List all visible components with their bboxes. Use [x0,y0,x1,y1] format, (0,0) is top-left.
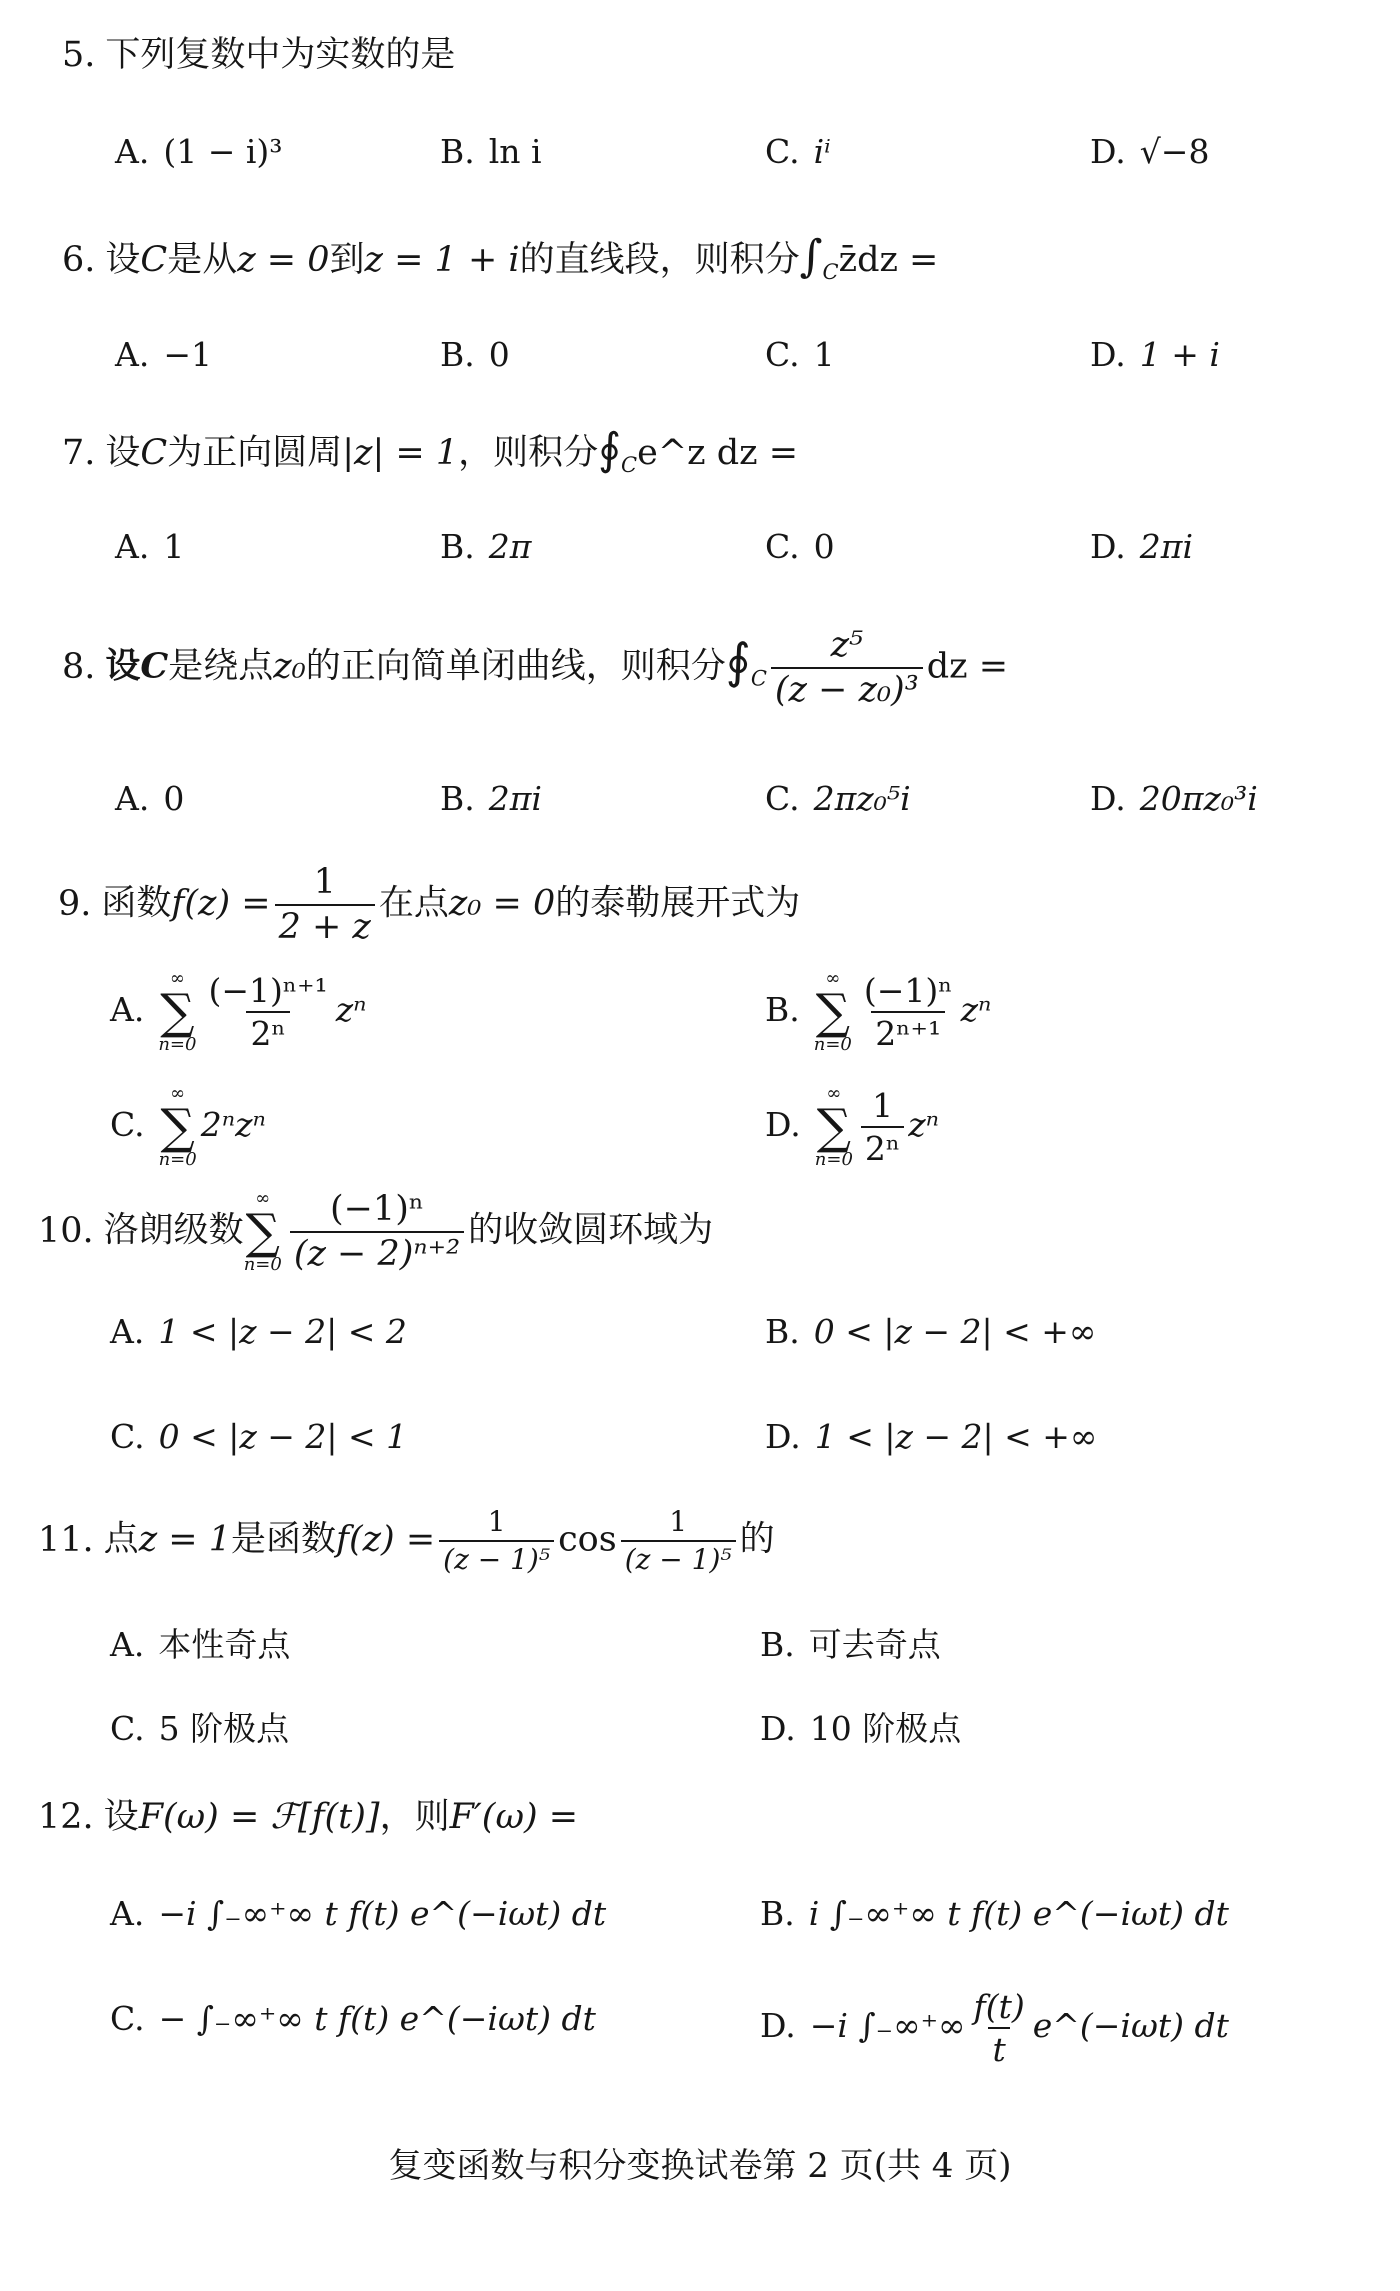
option-a: A. 本性奇点 [110,1625,291,1664]
question-text: 下列复数中为实数的是 [105,35,456,75]
option-d: D. 20πz₀³i [1090,779,1258,818]
contour-integral-sign: ∮ [598,424,622,475]
question-number: 11. [38,1519,94,1560]
option-c: C. 5 阶极点 [110,1709,290,1748]
question-number: 8. [62,646,96,687]
question-5 [62,35,456,75]
integral-sign: ∫ [799,231,823,282]
option-d: D. 2πi [1090,527,1194,566]
option-a: A. (1 − i)³ [115,132,283,171]
fraction: $\frac{1}{2 + z}$ [275,865,375,945]
question-number: 10. [38,1210,94,1251]
summation: ∞ ∑ n=0 [158,1083,197,1170]
option-c: C. 1 [765,335,835,374]
option-c: C. ∞ ∑ n=0 2ⁿzⁿ [110,1083,266,1170]
option-d: D. ∞ ∑ n=0 $\frac{1}{\text{2ⁿ}}$ zⁿ [765,1083,939,1170]
fraction: $\frac{1}{\text{(z − 1)⁵}}$ [439,1508,554,1574]
fraction: $\frac{\text{(−1)ⁿ}}{\text{(z − 2)ⁿ⁺²}}$ [290,1192,464,1272]
question-number: 6. [62,240,96,280]
option-a: A. −1 [115,335,212,374]
option-c-value: iⁱ [813,132,831,171]
question-8: 8. 设C是绕点z₀的正向简单闭曲线，则积分$∮_C$ $\frac{\text{z⁵}}{\text{(z − z₀)³}}$ dz = [62,625,1009,710]
option-b: B. 0 [440,335,510,374]
option-d-value: √−8 [1139,132,1210,171]
contour-integral-sign: ∮ [725,633,751,690]
option-b: B. 2π [440,527,532,566]
option-b-value: ln i [488,132,542,171]
option-b: B. i ∫₋∞⁺∞ t f(t) e^(−iωt) dt [760,1894,1229,1933]
summation: ∞ ∑ n=0 [243,1188,282,1275]
option-c: C. 0 [765,527,835,566]
option-b: B. 0 < |z − 2| < +∞ [765,1312,1097,1351]
option-a: A. 1 < |z − 2| < 2 [110,1312,407,1351]
option-a: A. ∞ ∑ n=0 $\frac{\text{(−1)ⁿ⁺¹}}{\text{2ⁿ}}$ zⁿ [110,968,367,1055]
summation: ∞ ∑ n=0 [814,1083,853,1170]
option-b: B. ln i [440,132,542,171]
option-d: D. 1 + i [1090,335,1220,374]
option-a: A. 0 [115,779,185,818]
question-number: 7. [62,433,96,473]
page-footer: 复变函数与积分变换试卷第 2 页(共 4 页) [388,2146,1012,2186]
option-a: A. 1 [115,527,185,566]
option-c: C. − ∫₋∞⁺∞ t f(t) e^(−iωt) dt [110,1999,596,2038]
summation: ∞ ∑ n=0 [158,968,197,1055]
option-b: B. ∞ ∑ n=0 $\frac{\text{(−1)ⁿ}}{\text{2ⁿ⁺¹}}$ zⁿ [765,968,992,1055]
option-d: D. √−8 [1090,132,1210,171]
option-b: B. 2πi [440,779,542,818]
summation: ∞ ∑ n=0 [813,968,852,1055]
question-9: 9. 函数f(z) = $\frac{1}{2 + z}$ 在点z₀ = 0的泰勒展开式为 [58,862,801,947]
option-d: D. 1 < |z − 2| < +∞ [765,1417,1098,1456]
fraction: $\frac{\text{z⁵}}{\text{(z − z₀)³}}$ [771,628,923,708]
question-12: 12. 设F(ω) = ℱ[f(t)]，则F′(ω) = [38,1797,579,1837]
question-7: 7. 设C为正向圆周|z| = 1，则积分$∮_Ce\^{}z$ dz = [62,424,799,477]
option-c: C. iⁱ [765,132,831,171]
option-d: D. −i ∫₋∞⁺∞ $\frac{f(t)}{t}$ e^(−iωt) dt [760,1987,1229,2069]
question-10: 10. 洛朗级数 ∞ ∑ n=0 $\frac{\text{(−1)ⁿ}}{\text{(z − 2)ⁿ⁺²}}$ 的收敛圆环域为 [38,1188,714,1275]
question-11: 11. 点z = 1是函数f(z) = $\frac{1}{\text{(z − 1)⁵}}$ cos $\frac{1}{\text{(z − 1)⁵}}$ 的 [38,1505,775,1576]
option-a-value: (1 − i)³ [163,132,283,171]
fraction: $\frac{1}{\text{(z − 1)⁵}}$ [621,1508,736,1574]
option-a: A. −i ∫₋∞⁺∞ t f(t) e^(−iωt) dt [110,1894,607,1933]
question-number: 9. [58,883,92,924]
option-b: B. 可去奇点 [760,1625,941,1664]
question-number: 5. [62,35,96,75]
option-d: D. 10 阶极点 [760,1709,962,1748]
question-number: 12. [38,1797,94,1837]
option-c: C. 2πz₀⁵i [765,779,911,818]
option-c: C. 0 < |z − 2| < 1 [110,1417,408,1456]
question-6: 6. 设C是从z = 0到z = 1 + i的直线段，则积分$\int_Cz̄dz$ = [62,231,939,284]
